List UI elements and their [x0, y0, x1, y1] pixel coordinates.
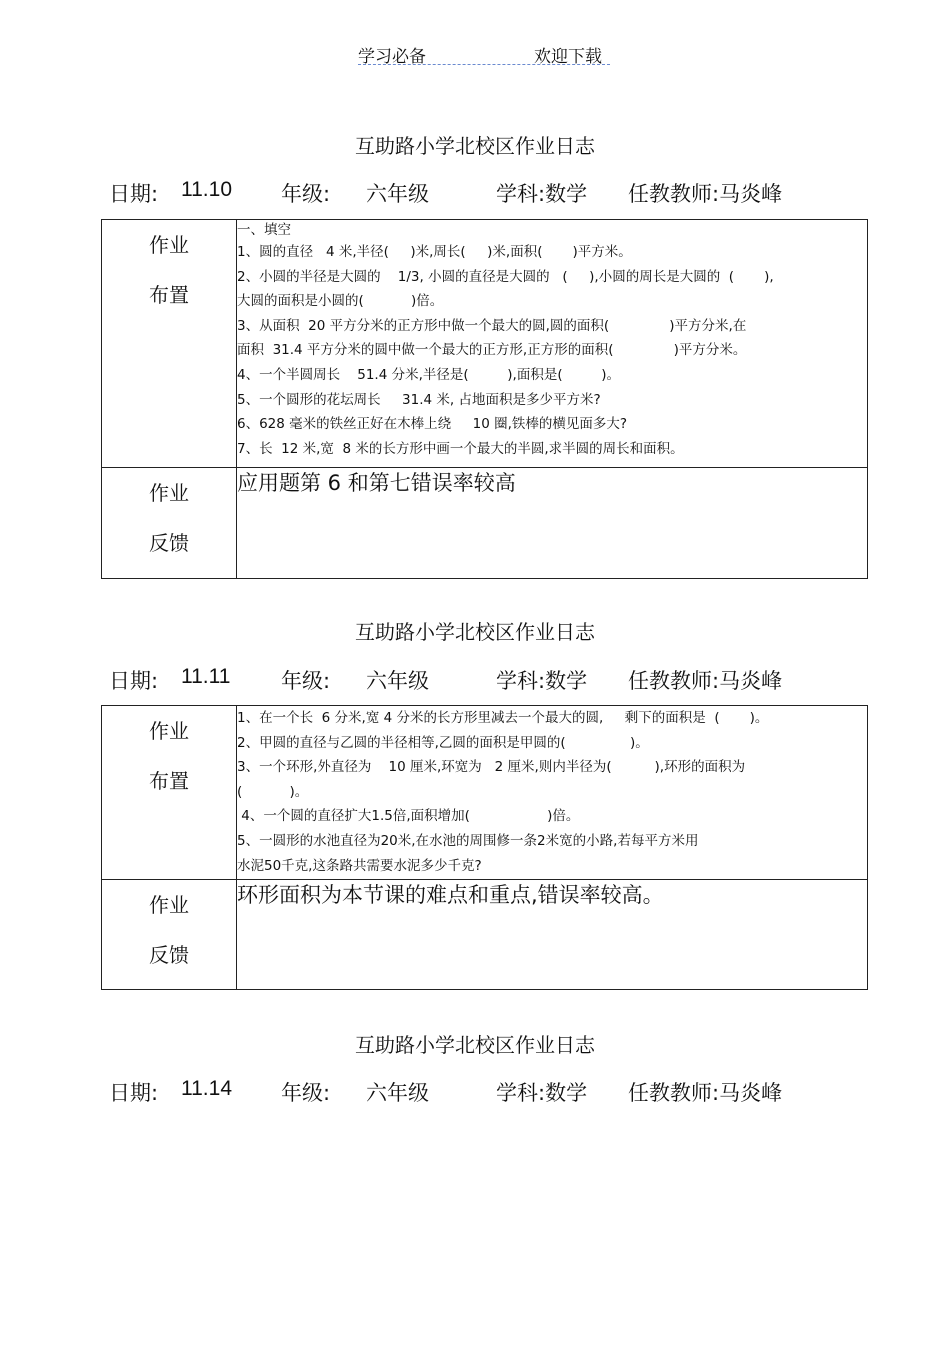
- assignment-line: 6、628 毫米的铁丝正好在木棒上绕 10 圈,铁棒的横见面多大?: [237, 416, 628, 433]
- grade-value: 六年级: [366, 669, 429, 693]
- teacher-value: 任教教师:马炎峰: [628, 1081, 783, 1105]
- feedback-text: 应用题第 6 和第七错误率较高: [237, 468, 868, 579]
- assignment-label: 作业 布置: [102, 220, 237, 468]
- assignment-line: 面积 31.4 平方分米的圆中做一个最大的正方形,正方形的面积( )平方分米。: [237, 342, 747, 359]
- feedback-text: 环形面积为本节课的难点和重点,错误率较高。: [237, 880, 868, 990]
- date-value: 11.14: [181, 1077, 232, 1100]
- header-left-text: 学习必备: [358, 47, 426, 67]
- assignment-row: [102, 220, 868, 468]
- grade-label: 年级:: [281, 182, 331, 206]
- assignment-line: 3、从面积 20 平方分米的正方形中做一个最大的圆,圆的面积( )平方分米,在: [237, 317, 747, 334]
- log-table: [101, 219, 868, 579]
- feedback-row: [102, 468, 868, 579]
- feedback-label: 作业 反馈: [102, 468, 237, 579]
- teacher-value: 任教教师:马炎峰: [628, 182, 783, 206]
- assignment-line: 水泥50千克,这条路共需要水泥多少千克?: [237, 857, 482, 874]
- subject-value: 学科:数学: [496, 182, 588, 206]
- assignment-content: [237, 220, 868, 468]
- assignment-line: 4、一个半圆周长 51.4 分米,半径是( ),面积是( )。: [237, 366, 620, 383]
- assignment-row: [102, 706, 868, 880]
- date-label: 日期:: [109, 1081, 159, 1105]
- header-right-text: 欢迎下载: [534, 47, 602, 67]
- assignment-line: 5、一圆形的水池直径为20米,在水池的周围修一条2米宽的小路,若每平方米用: [237, 832, 699, 849]
- grade-label: 年级:: [281, 669, 331, 693]
- subject-value: 学科:数学: [496, 1081, 588, 1105]
- page-header: [358, 40, 610, 65]
- grade-label: 年级:: [281, 1081, 331, 1105]
- grade-value: 六年级: [366, 1081, 429, 1105]
- assignment-line: ( )。: [237, 783, 309, 800]
- assignment-line: 大圆的面积是小圆的( )倍。: [237, 293, 444, 310]
- assignment-line: 2、小圆的半径是大圆的 1/3, 小圆的直径是大圆的 ( ),小圆的周长是大圆的 ( ),: [237, 268, 774, 285]
- grade-value: 六年级: [366, 182, 429, 206]
- assignment-line: 3、一个环形,外直径为 10 厘米,环宽为 2 厘米,则内半径为( ),环形的面积为: [237, 759, 746, 776]
- date-value: 11.10: [181, 178, 232, 201]
- log-title: 互助路小学北校区作业日志: [355, 620, 595, 644]
- assignment-line: 2、甲圆的直径与乙圆的半径相等,乙圆的面积是甲圆的( )。: [237, 734, 649, 751]
- assignment-line: 一、填空: [237, 222, 291, 238]
- log-title: 互助路小学北校区作业日志: [355, 134, 595, 158]
- assignment-content: [237, 706, 868, 880]
- assignment-line: 4、一个圆的直径扩大1.5倍,面积增加( )倍。: [237, 808, 580, 825]
- assignment-line: 5、一个圆形的花坛周长 31.4 米, 占地面积是多少平方米?: [237, 391, 601, 408]
- assignment-label: 作业 布置: [102, 706, 237, 880]
- feedback-label: 作业 反馈: [102, 880, 237, 990]
- log-table: [101, 705, 868, 990]
- log-title: 互助路小学北校区作业日志: [355, 1033, 595, 1057]
- subject-value: 学科:数学: [496, 669, 588, 693]
- teacher-value: 任教教师:马炎峰: [628, 669, 783, 693]
- date-label: 日期:: [109, 182, 159, 206]
- assignment-line: 1、在一个长 6 分米,宽 4 分米的长方形里减去一个最大的圆, 剩下的面积是 ( )。: [237, 710, 769, 726]
- date-label: 日期:: [109, 669, 159, 693]
- assignment-line: 1、圆的直径 4 米,半径( )米,周长( )米,面积( )平方米。: [237, 244, 632, 260]
- date-value: 11.11: [181, 665, 231, 688]
- assignment-line: 7、长 12 米,宽 8 米的长方形中画一个最大的半圆,求半圆的周长和面积。: [237, 440, 684, 457]
- feedback-row: [102, 880, 868, 990]
